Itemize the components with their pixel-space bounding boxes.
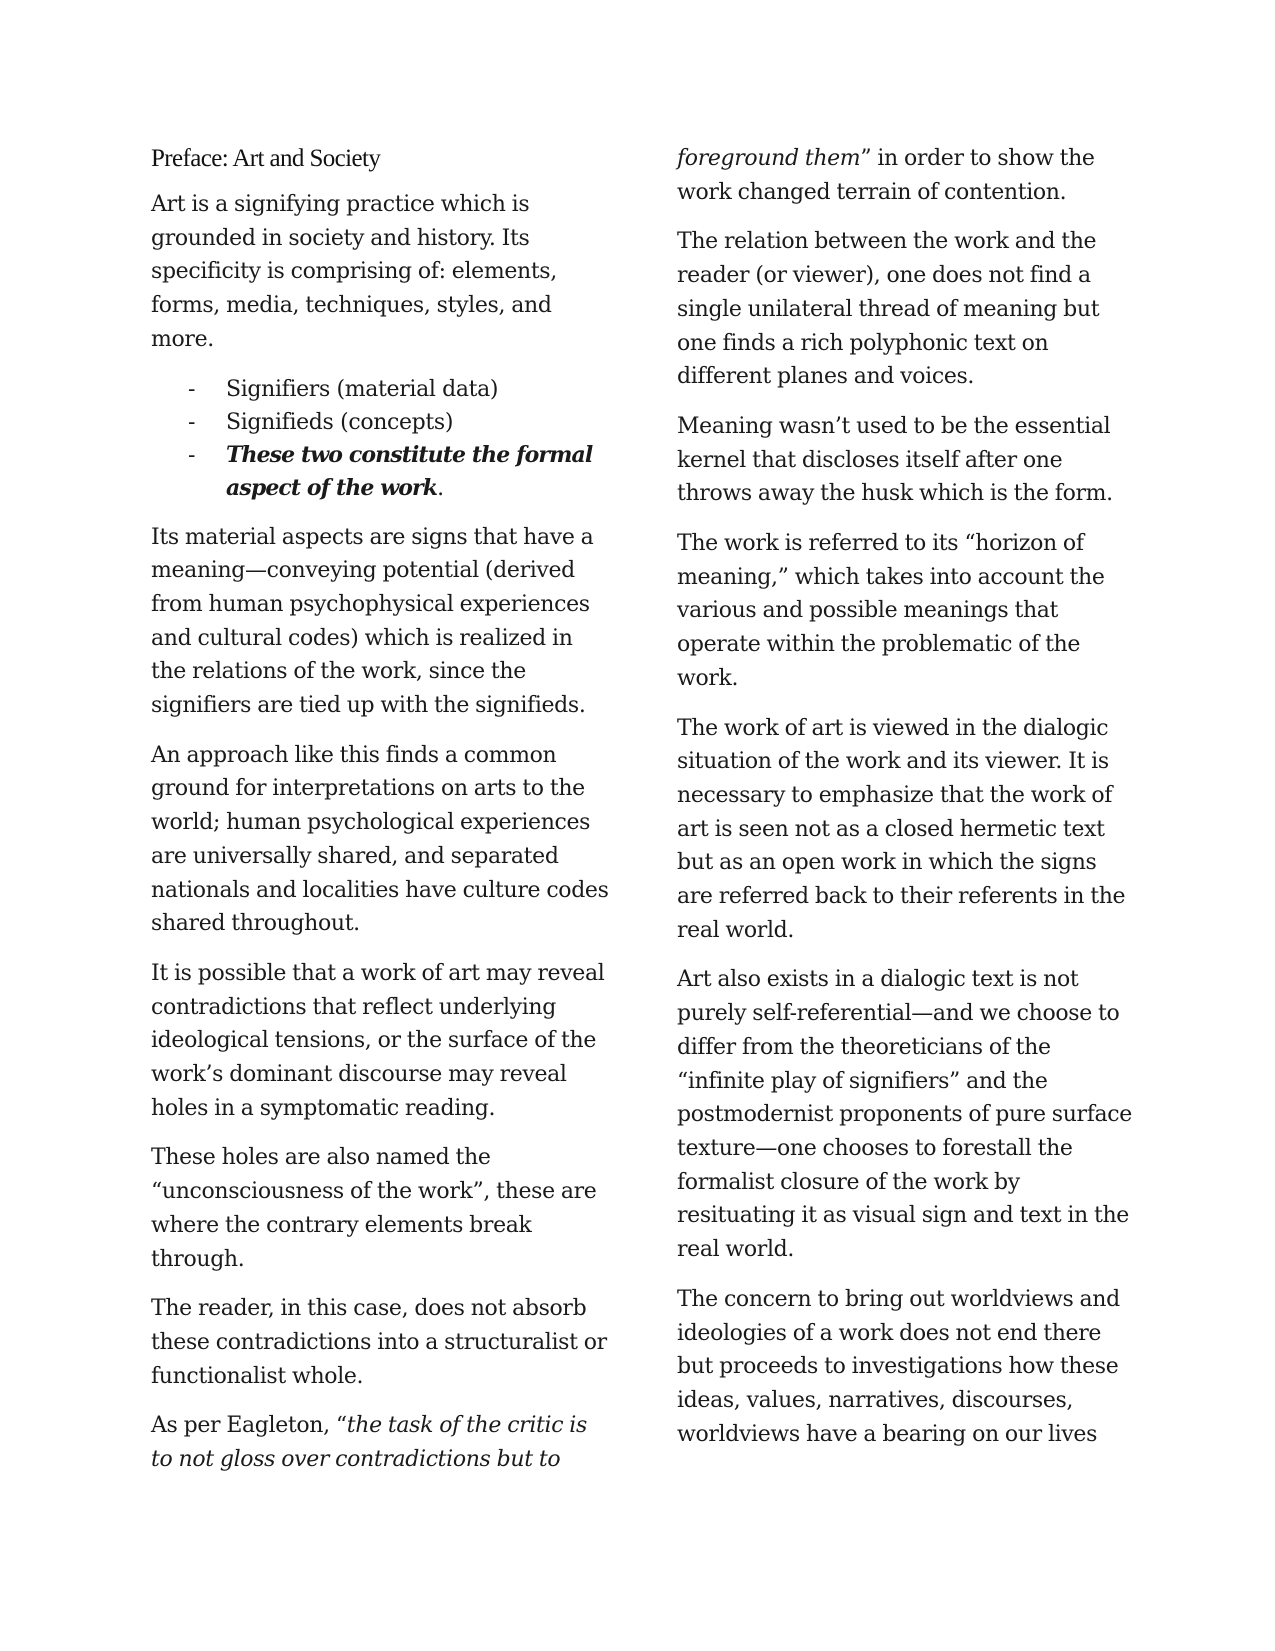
paragraph-self-referential: Art also exists in a dialogic text is not purely self-referential—and we choose to differ from the theoreticians of the “infinite play of signifiers” and the postmodernist proponents of pure surface texture—one chooses to forestall the formalist closure of the work by resituating it as visual sign and text in the real world. [677,967,1132,1263]
list-item [151,439,611,505]
list-item [151,373,611,406]
bullet-list [151,373,611,505]
paragraph-horizon: The work is referred to its “horizon of meaning,” which takes into account the various and possible meanings that operate within the problematic of the work. [677,531,1105,691]
list-item-text: Signifiers (material data) [226,376,499,402]
list-item [151,406,611,439]
list-item-text: Signifieds (concepts) [226,409,454,435]
paragraph-dialogic: The work of art is viewed in the dialogic situation of the work and its viewer. It is necessary to emphasize that the work of art is seen not as a closed hermetic text but as an open work in which the signs are referred back to their referents in the real world. [677,715,1126,943]
quote-continuation: foreground them [677,146,861,171]
paragraph-holes: These holes are also named the “unconsciousness of the work”, these are where the contrary elements break through. [151,1145,597,1272]
paragraph-worldviews: The concern to bring out worldviews and ideologies of a work does not end there but proceeds to investigations how these ideas, values, narratives, discourses, worldviews have a bearing on our lives [677,1286,1120,1447]
page-title: Preface: Art and Society [151,145,381,172]
list-item-period: . [437,475,444,501]
paragraph-relation: The relation between the work and the reader (or viewer), one does not find a single unilateral thread of meaning but one finds a rich polyphonic text on different planes and voices. [677,229,1100,390]
paragraph-reader: The reader, in this case, does not absorb these contradictions into a structuralist or functionalist whole. [151,1296,607,1389]
dash-marker: - [188,409,196,435]
dash-marker: - [188,442,196,468]
quote-tail: ” in order to show the work changed terrain of contention. [677,146,1095,205]
left-column [151,142,611,1493]
paragraph-intro: Art is a signifying practice which is grounded in society and history. Its specificity is comprising of: elements, forms, media, techniques, styles, and more. [151,192,557,352]
eagleton-quote: the task of the critic is to not gloss over contradictions but to [151,1413,587,1473]
paragraph-material-aspects: Its material aspects are signs that have a meaning—conveying potential (derived from human psychophysical experiences and cultural codes) which is realized in the relations of the work, since the signifiers are tied up with the signifieds. [151,524,594,719]
list-item-emphasis: These two constitute the formal aspect of the work [226,441,593,501]
paragraph-common-ground: An approach like this finds a common ground for interpretations on arts to the world; human psychological experiences are universally shared, and separated nationals and localities have culture codes shared throughout. [151,742,609,937]
dash-marker: - [188,376,196,402]
paragraph-foreground [677,142,1137,209]
right-column [677,142,1137,1467]
paragraph-meaning: Meaning wasn’t used to be the essential kernel that discloses itself after one throws away the husk which is the form. [677,413,1113,507]
paragraph-contradictions: It is possible that a work of art may reveal contradictions that reflect underlying ideological tensions, or the surface of the work’s dominant discourse may reveal holes in a symptomatic reading. [151,960,605,1121]
paragraph-eagleton [151,1409,611,1476]
eagleton-lead: As per Eagleton, “ [151,1413,347,1439]
